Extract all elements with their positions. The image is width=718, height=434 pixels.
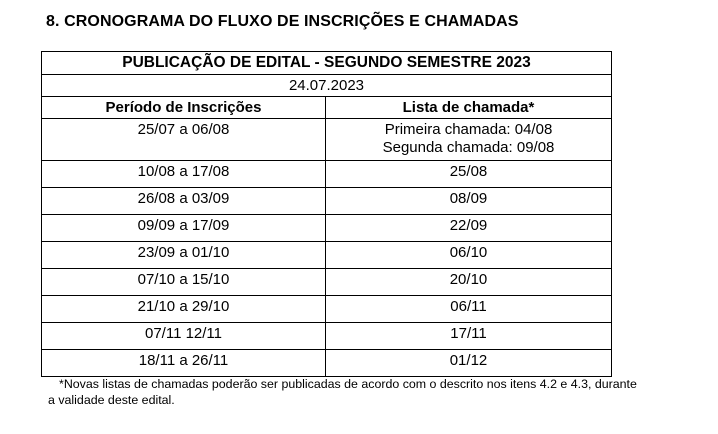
period-cell: 25/07 a 06/08	[42, 119, 326, 161]
table-row	[42, 323, 612, 350]
first-call: Primeira chamada: 04/08	[384, 121, 553, 138]
table-title-row	[42, 52, 612, 75]
second-call: Segunda chamada: 09/08	[382, 139, 555, 156]
call-cell: 25/08	[326, 161, 612, 188]
table-date-row	[42, 75, 612, 97]
call-cell: 01/12	[326, 350, 612, 377]
period-cell: 07/11 12/11	[42, 323, 326, 350]
call-cell: 17/11	[326, 323, 612, 350]
period-cell: 09/09 a 17/09	[42, 215, 326, 242]
call-cell: 20/10	[326, 269, 612, 296]
footnote	[48, 376, 698, 408]
table-row	[42, 161, 612, 188]
table-row	[42, 188, 612, 215]
table-row	[42, 215, 612, 242]
table-title: PUBLICAÇÃO DE EDITAL - SEGUNDO SEMESTRE 2023	[42, 52, 612, 75]
footnote-line-1: *Novas listas de chamadas poderão ser publicadas de acordo com o descrito nos itens 4.2 e 4.3, durante	[59, 377, 637, 391]
period-cell: 23/09 a 01/10	[42, 242, 326, 269]
section-heading: 8. CRONOGRAMA DO FLUXO DE INSCRIÇÕES E CHAMADAS	[46, 13, 519, 30]
footnote-line-2: a validade deste edital.	[48, 393, 175, 407]
period-cell: 18/11 a 26/11	[42, 350, 326, 377]
call-cell: 22/09	[326, 215, 612, 242]
call-cell	[326, 119, 612, 161]
table-row	[42, 242, 612, 269]
schedule-table	[41, 51, 612, 377]
period-cell: 26/08 a 03/09	[42, 188, 326, 215]
period-cell: 21/10 a 29/10	[42, 296, 326, 323]
period-cell: 07/10 a 15/10	[42, 269, 326, 296]
header-period: Período de Inscrições	[42, 97, 326, 119]
call-cell: 06/10	[326, 242, 612, 269]
period-cell: 10/08 a 17/08	[42, 161, 326, 188]
header-call-list: Lista de chamada*	[326, 97, 612, 119]
table-row	[42, 269, 612, 296]
table-row	[42, 296, 612, 323]
table-row	[42, 350, 612, 377]
call-cell: 08/09	[326, 188, 612, 215]
publication-date: 24.07.2023	[42, 75, 612, 97]
call-cell: 06/11	[326, 296, 612, 323]
table-row	[42, 119, 612, 161]
table-header-row	[42, 97, 612, 119]
